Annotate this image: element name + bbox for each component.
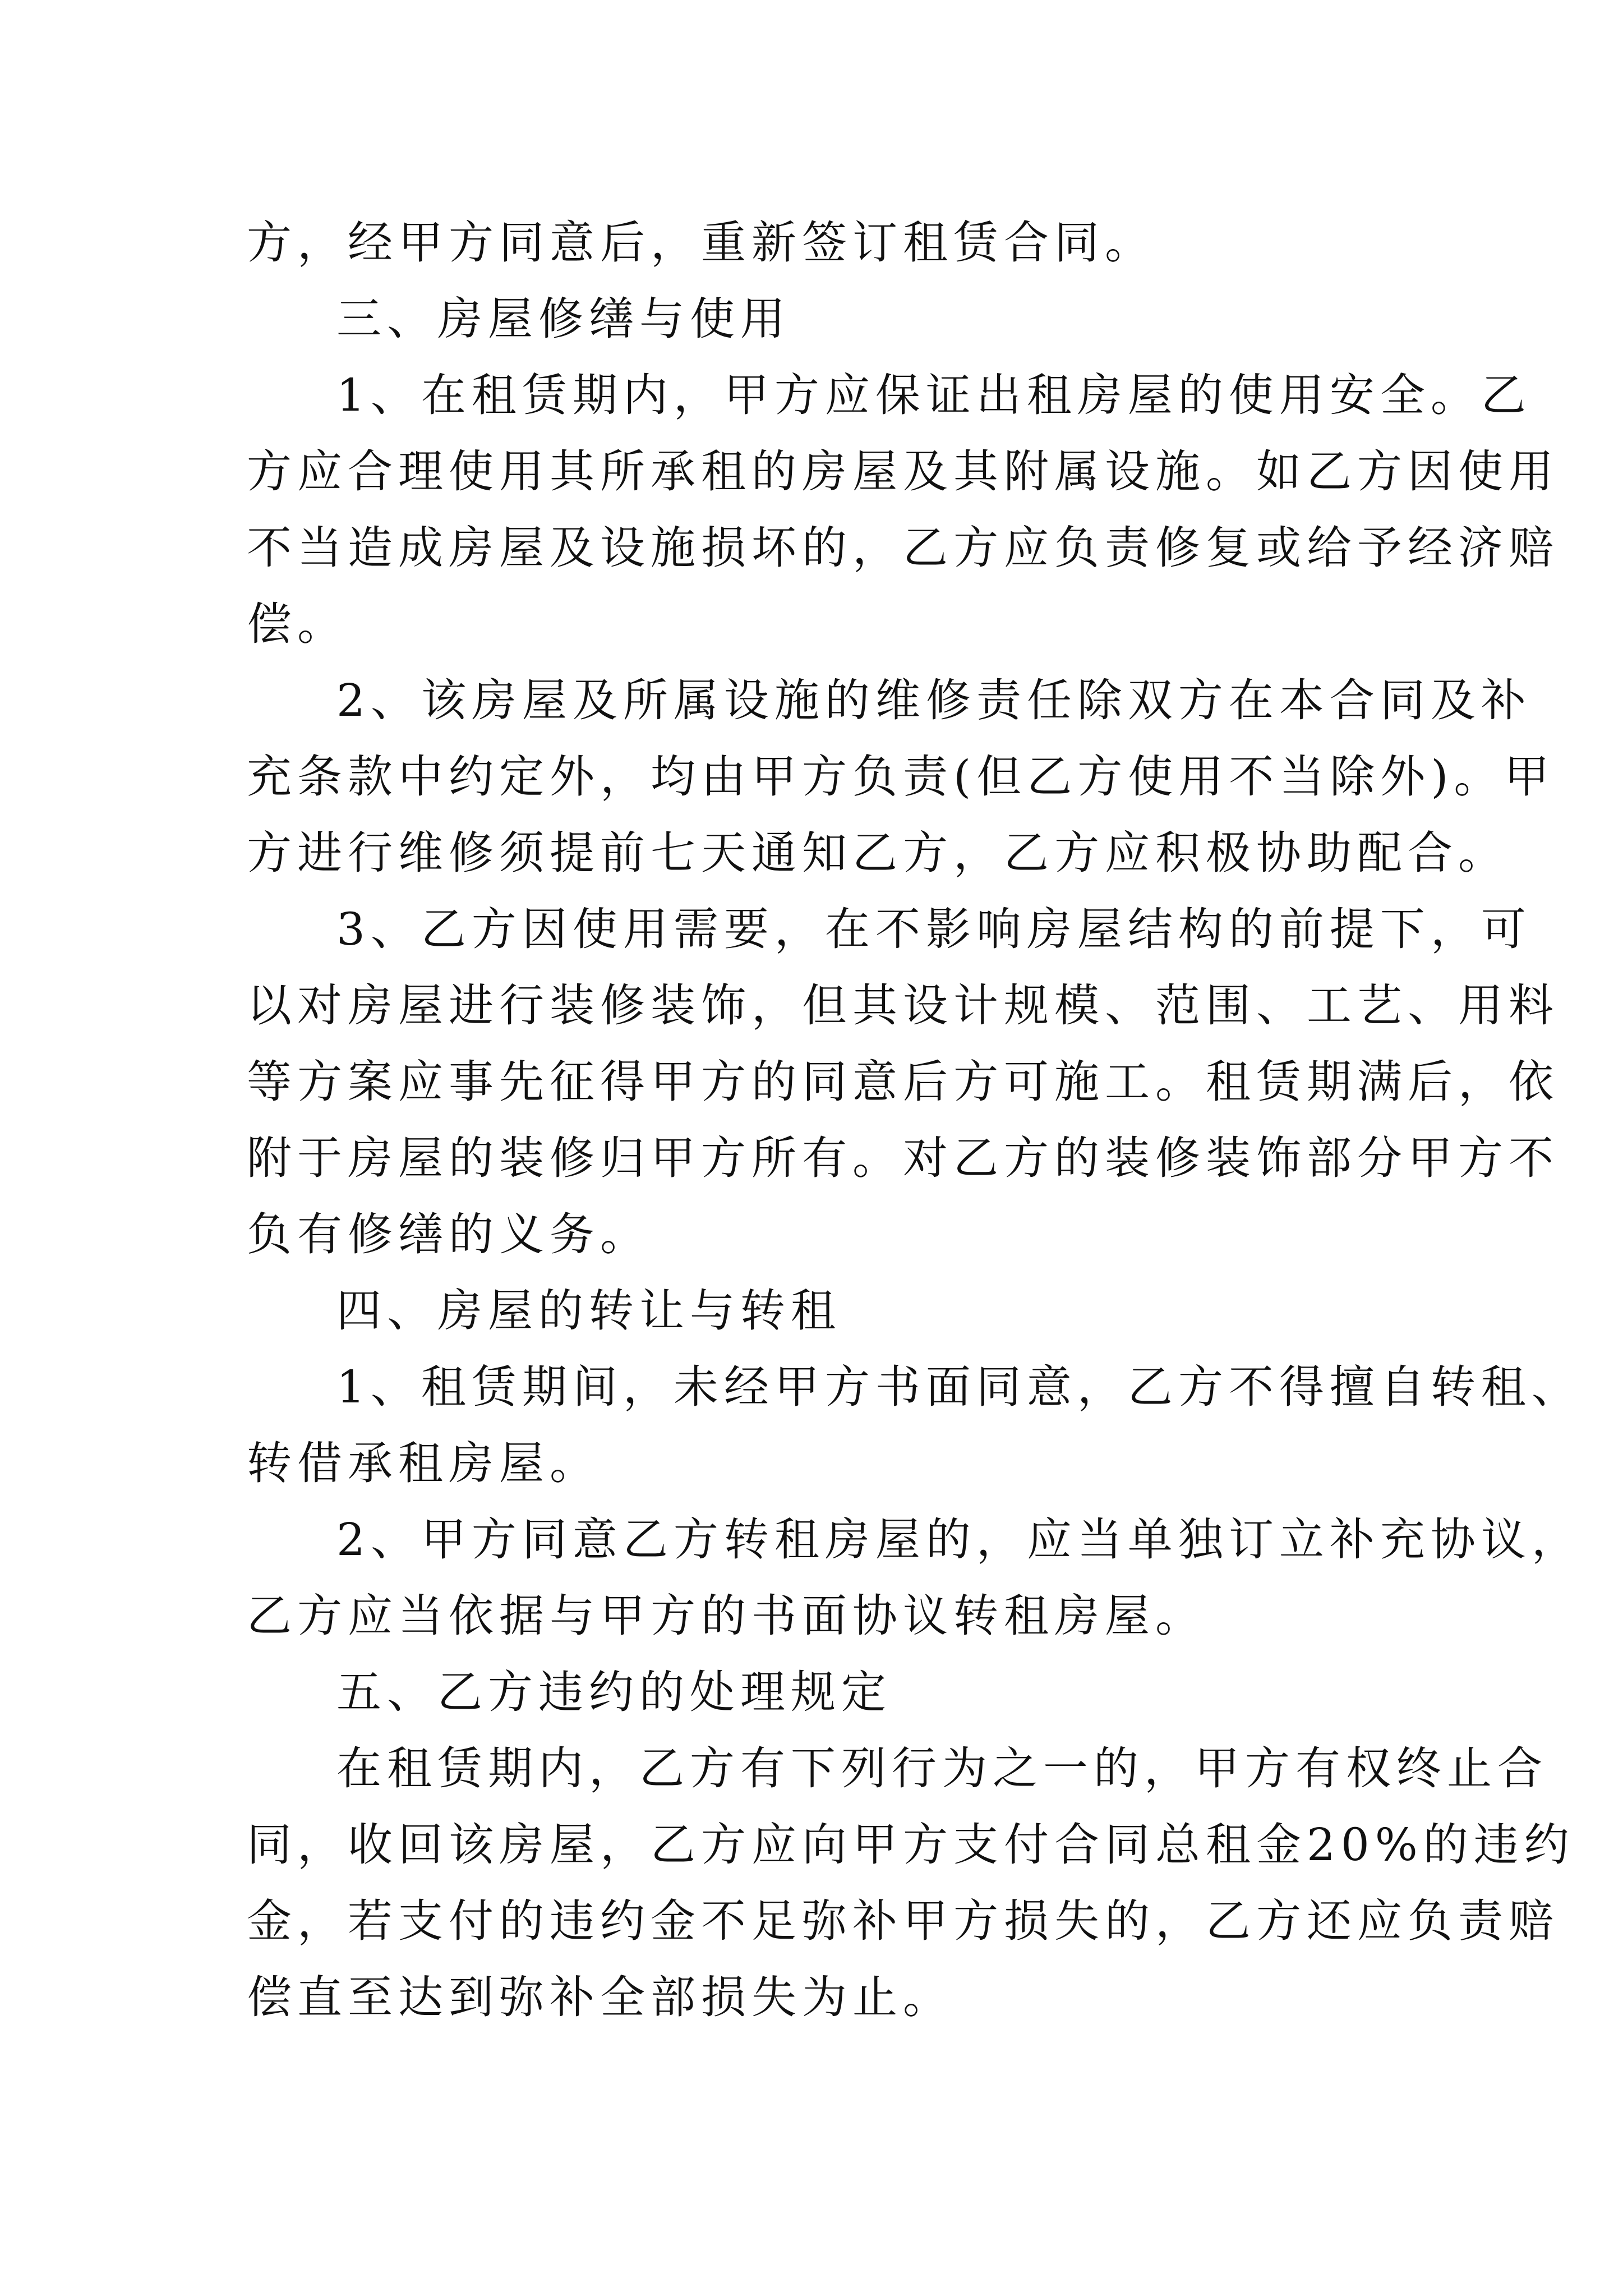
text-line: 3、乙方因使用需要，在不影响房屋结构的前提下，可 (336, 903, 1532, 955)
text-line: 等方案应事先征得甲方的同意后方可施工。租赁期满后，依 (247, 1056, 1559, 1108)
text-line: 转借承租房屋。 (247, 1437, 600, 1489)
text-line: 不当造成房屋及设施损坏的，乙方应负责修复或给予经济赔 (247, 522, 1559, 574)
text-line: 在租赁期内，乙方有下列行为之一的，甲方有权终止合 (336, 1742, 1548, 1795)
text-line: 偿直至达到弥补全部损失为止。 (247, 1971, 953, 2023)
text-line: 乙方应当依据与甲方的书面协议转租房屋。 (247, 1590, 1206, 1642)
text-line: 负有修缮的义务。 (247, 1208, 651, 1260)
text-line: 以对房屋进行装修装饰，但其设计规模、范围、工艺、用料 (247, 979, 1559, 1032)
document-body (247, 205, 1582, 2036)
text-line: 2、该房屋及所属设施的维修责任除双方在本合同及补 (336, 674, 1532, 726)
text-line: 偿。 (247, 598, 348, 650)
section-heading: 三、房屋修缮与使用 (336, 293, 791, 345)
text-line: 充条款中约定外，均由甲方负责(但乙方使用不当除外)。甲 (247, 751, 1555, 803)
section-heading: 四、房屋的转让与转租 (336, 1285, 841, 1337)
text-line: 附于房屋的装修归甲方所有。对乙方的装修装饰部分甲方不 (247, 1132, 1559, 1184)
text-line: 1、租赁期间，未经甲方书面同意，乙方不得擅自转租、 (336, 1361, 1582, 1413)
section-heading: 五、乙方违约的处理规定 (336, 1666, 892, 1718)
text-line: 同，收回该房屋，乙方应向甲方支付合同总租金20%的违约 (247, 1819, 1575, 1871)
text-line: 1、在租赁期内，甲方应保证出租房屋的使用安全。乙 (336, 369, 1532, 421)
text-line: 方，经甲方同意后，重新签订租赁合同。 (247, 217, 1155, 269)
text-line: 金，若支付的违约金不足弥补甲方损失的，乙方还应负责赔 (247, 1895, 1559, 1947)
text-line: 方进行维修须提前七天通知乙方，乙方应积极协助配合。 (247, 827, 1509, 879)
text-line: 方应合理使用其所承租的房屋及其附属设施。如乙方因使用 (247, 445, 1559, 498)
text-line: 2、甲方同意乙方转租房屋的，应当单独订立补充协议， (336, 1513, 1582, 1566)
